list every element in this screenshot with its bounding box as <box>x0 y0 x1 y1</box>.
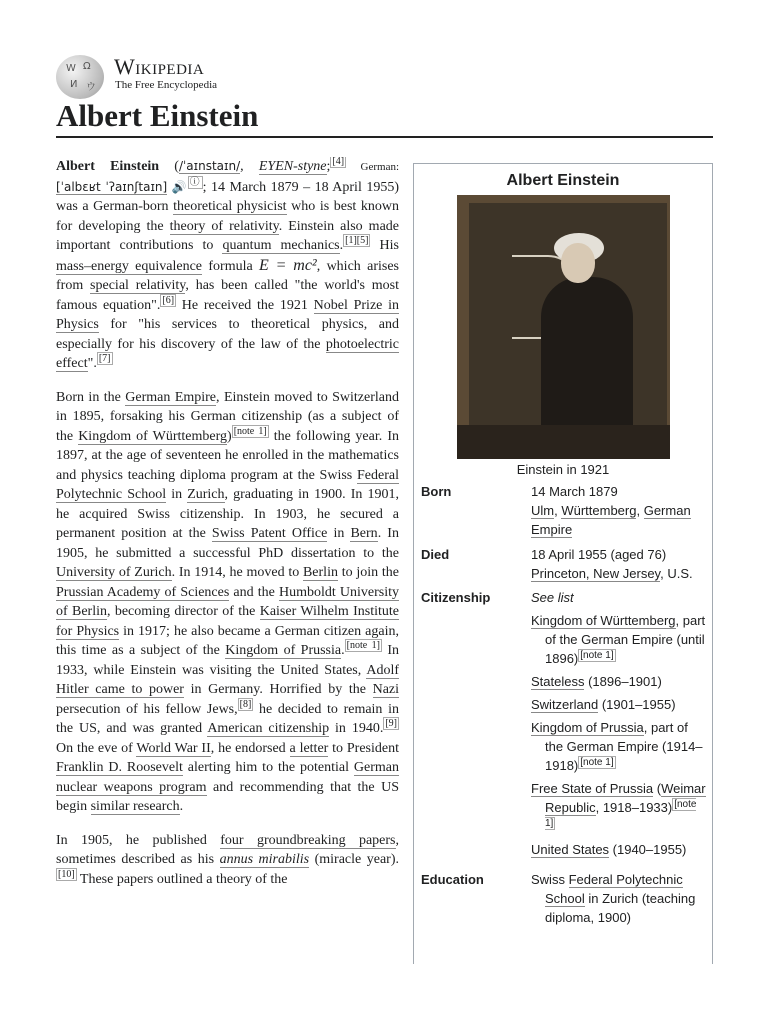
text: ; 14 March 1879 – 18 April 1955) was a German-born <box>56 179 399 214</box>
text: These papers outlined a theory of the <box>76 871 288 887</box>
title-divider <box>56 136 713 138</box>
link-photoelectric-effect[interactable]: photoelectric effect <box>56 336 399 371</box>
citizenship-item <box>531 779 707 836</box>
citizenship-item <box>531 840 707 859</box>
link-kingdom-prussia[interactable]: Kingdom of Prussia <box>225 643 342 658</box>
death-place <box>531 564 707 583</box>
link-theory-of-relativity[interactable]: theory of relativity <box>169 218 279 234</box>
link-berlin[interactable]: Berlin <box>302 565 338 580</box>
citizenship-item <box>531 672 707 691</box>
link-university-of-zurich[interactable]: University of Zurich <box>56 565 172 580</box>
text: and recommending that the US begin <box>56 779 399 814</box>
link-humboldt-university[interactable]: Humboldt University of Berlin <box>56 584 399 619</box>
link-kingdom-prussia[interactable]: Kingdom of Prussia <box>531 720 644 735</box>
link-federal-polytechnic[interactable]: Federal Polytechnic School <box>545 872 683 906</box>
link-zurich[interactable]: Zurich <box>187 487 225 502</box>
education-label: Education <box>421 872 484 887</box>
text: in Zurich (teaching diploma, 1900) <box>545 891 696 925</box>
link-franklin-roosevelt[interactable]: Franklin D. Roosevelt <box>56 760 183 775</box>
globe-glyph: ウ <box>86 82 96 93</box>
see-list-toggle[interactable]: See list <box>531 590 574 605</box>
paragraph-3 <box>56 831 399 890</box>
text: in <box>166 487 188 502</box>
audio-icon[interactable]: 🔊 <box>171 179 188 194</box>
text: , Einstein moved to Switzerland in 1895, forsaking his German citizenship (as a subject of the <box>56 389 399 444</box>
text: Swiss <box>531 872 569 887</box>
german-label: German: <box>346 161 399 173</box>
desk <box>457 425 670 459</box>
text: (1896–1901) <box>584 674 662 689</box>
link-swiss-patent-office[interactable]: Swiss Patent Office <box>211 526 328 541</box>
note-1[interactable]: [note 1] <box>233 425 267 437</box>
text: , graduating in 1900. In 1901, he acquired Swiss citizenship. In 1903, he secured a permanent position at the <box>56 487 399 541</box>
link-federal-polytechnic[interactable]: Federal Polytechnic School <box>56 467 399 502</box>
text: He received the 1921 <box>176 297 314 313</box>
respelling-link[interactable]: EYEN-styne <box>258 159 327 174</box>
link-princeton[interactable]: Princeton, New Jersey <box>531 566 661 581</box>
text: (1901–1955) <box>598 697 676 712</box>
link-hitler-came-to-power[interactable]: Adolf Hitler came to power <box>56 662 399 697</box>
reference-6[interactable]: [6] <box>162 294 175 306</box>
text: In 1933, while Einstein was visiting the United States, <box>56 643 399 678</box>
text: , he endorsed <box>210 740 290 756</box>
link-kingdom-wurttemberg[interactable]: Kingdom of Württemberg <box>78 428 228 444</box>
text: (1940–1955) <box>609 842 687 857</box>
link-free-state-prussia[interactable]: Free State of Prussia <box>531 781 654 796</box>
link-kingdom-wurttemberg[interactable]: Kingdom of Württemberg <box>531 613 676 628</box>
text: . In 1905, he submitted a successful PhD dissertation to the <box>56 526 399 561</box>
text: . <box>179 799 184 814</box>
lead-paragraph <box>56 157 399 374</box>
german-ipa-link[interactable]: [ˈalbɛʁt ˈʔaɪnʃtaɪn] <box>56 179 168 194</box>
text: the following year. In 1897, at the age of seventeen he enrolled in the mathematics and physics teaching diploma program at the Swiss <box>56 428 399 483</box>
text: who is best known for developing the <box>56 199 399 234</box>
text: ) <box>227 428 232 444</box>
text: , part of the German Empire (1914–1918) <box>545 720 703 773</box>
text: His <box>370 238 399 253</box>
text: . In 1914, he moved to <box>171 565 303 580</box>
reference-4[interactable]: [4] <box>332 157 345 168</box>
note-1[interactable]: [note 1] <box>580 649 614 661</box>
death-date: 18 April 1955 (aged 76) <box>531 547 667 562</box>
text: , part of the German Empire (until 1896) <box>545 613 706 666</box>
text: , <box>240 159 259 174</box>
education-value <box>531 870 707 927</box>
text: . <box>339 238 344 253</box>
paragraph-2 <box>56 388 399 817</box>
text: he decided to remain in the US, and was granted <box>56 701 399 736</box>
link-special-relativity[interactable]: special relativity <box>90 278 186 293</box>
info-icon[interactable]: ⓘ <box>189 176 201 188</box>
text: Born in the <box>56 389 126 405</box>
note-1[interactable]: [note 1] <box>545 798 697 829</box>
birth-place <box>531 501 707 539</box>
link-united-states[interactable]: United States <box>531 842 610 857</box>
globe-glyph: И <box>70 79 78 90</box>
link-american-citizenship[interactable]: American citizenship <box>207 721 330 736</box>
globe-glyph: W <box>66 63 76 74</box>
link-kaiser-wilhelm-institute[interactable]: Kaiser Wilhelm Institute for Physics <box>56 604 399 639</box>
article-subject-name: Albert Einstein <box>56 159 160 174</box>
reference-1-5[interactable]: [1][5] <box>345 235 369 247</box>
link-ulm[interactable]: Ulm <box>531 503 555 518</box>
note-1[interactable]: [note 1] <box>580 756 614 768</box>
link-theoretical-physicist[interactable]: theoretical physicist <box>173 199 287 214</box>
born-value <box>531 482 707 539</box>
link-stateless[interactable]: Stateless <box>531 674 585 689</box>
link-world-war-ii[interactable]: World War II <box>136 740 211 756</box>
citizenship-item <box>531 611 707 668</box>
site-tagline: The Free Encyclopedia <box>115 79 218 91</box>
text: On the eve of <box>56 740 137 756</box>
citizenship-item <box>531 718 707 775</box>
link-german-empire[interactable]: German Empire <box>531 503 691 537</box>
link-wurttemberg[interactable]: Württemberg <box>561 503 637 518</box>
ipa-link[interactable]: /ˈaɪnstaɪn/ <box>178 159 241 173</box>
link-prussian-academy[interactable]: Prussian Academy of Sciences <box>56 584 230 600</box>
link-annus-mirabilis[interactable]: annus mirabilis <box>219 852 310 867</box>
link-quantum-mechanics[interactable]: quantum mechanics <box>222 238 340 253</box>
text: in 1940. <box>329 721 384 736</box>
text: ( <box>159 159 179 174</box>
text: , has been called "the world's most famous equation". <box>56 278 399 313</box>
text: in <box>327 526 351 541</box>
link-mass-energy-equivalence[interactable]: mass–energy equivalence <box>56 258 203 274</box>
link-nobel-prize[interactable]: Nobel Prize in Physics <box>56 297 399 332</box>
einstein-portrait-photo[interactable] <box>457 195 670 459</box>
link-four-papers[interactable]: four groundbreaking papers <box>220 832 396 848</box>
link-german-empire[interactable]: German Empire <box>125 389 217 405</box>
link-weimar-republic[interactable]: Weimar Republic <box>545 781 706 815</box>
text: persecution of his fellow Jews, <box>56 701 238 717</box>
text: in Germany. Horrified by the <box>183 682 373 697</box>
citizenship-value <box>531 588 707 859</box>
infobox <box>413 163 713 964</box>
died-value <box>531 545 707 583</box>
text: ; <box>326 159 331 174</box>
globe-glyph: Ω <box>83 61 91 72</box>
education-item <box>531 870 707 927</box>
link-bern[interactable]: Bern <box>350 526 378 541</box>
text: ( <box>653 781 662 796</box>
text: In 1905, he published <box>56 832 221 848</box>
link-switzerland[interactable]: Switzerland <box>531 697 599 712</box>
infobox-title: Albert Einstein <box>506 172 620 189</box>
text: (miracle year). <box>309 852 399 867</box>
figure-head <box>561 243 595 283</box>
text: alerting him to the potential <box>182 760 354 775</box>
text: ". <box>87 356 97 371</box>
link-nazi[interactable]: Nazi <box>372 682 399 697</box>
text: , 1918–1933) <box>595 800 673 815</box>
birth-date: 14 March 1879 <box>531 484 618 499</box>
text: formula <box>202 258 260 274</box>
text: . Einstein also made important contributions to <box>56 218 399 253</box>
citizenship-item <box>531 695 707 714</box>
reference-10[interactable]: [10] <box>58 868 75 880</box>
link-a-letter[interactable]: a letter <box>289 740 329 756</box>
text: , <box>554 503 562 518</box>
text: , U.S. <box>660 566 693 581</box>
born-label: Born <box>421 484 452 499</box>
text: and the <box>229 584 279 600</box>
photo-caption: Einstein in 1921 <box>516 462 610 477</box>
died-label: Died <box>421 547 450 562</box>
wikipedia-globe-logo[interactable] <box>56 55 104 99</box>
article-body <box>56 157 399 957</box>
text: to join the <box>337 565 399 580</box>
text: in 1917; he also became a German citizen again, this time as a subject of the <box>56 623 399 658</box>
link-german-nuclear-program[interactable]: German nuclear weapons program <box>56 760 399 795</box>
text: , which arises from <box>56 258 399 293</box>
note-1[interactable]: [note 1] <box>346 640 380 652</box>
formula-e-mc2: E = mc² <box>259 256 317 274</box>
site-wordmark[interactable]: Wikipedia <box>114 54 205 79</box>
reference-7[interactable]: [7] <box>98 353 111 365</box>
text: to President <box>328 740 399 756</box>
reference-9[interactable]: [9] <box>385 718 397 730</box>
text: , sometimes described as his <box>56 832 399 867</box>
text: , becoming director of the <box>107 604 260 619</box>
citizenship-label: Citizenship <box>421 590 491 605</box>
text: . <box>341 643 345 658</box>
page-title: Albert Einstein <box>56 98 259 133</box>
link-similar-research[interactable]: similar research <box>90 799 180 814</box>
text: , <box>636 503 644 518</box>
reference-8[interactable]: [8] <box>239 698 252 710</box>
text: for "his services to theoretical physics, and especially for his discovery of the law of the <box>56 317 399 352</box>
